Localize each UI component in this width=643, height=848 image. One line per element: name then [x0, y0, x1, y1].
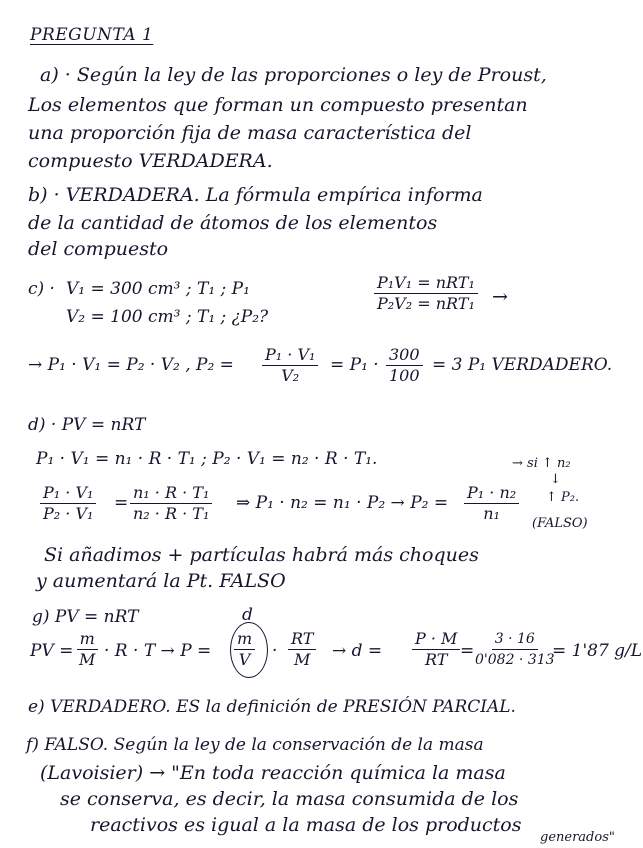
answer-a-line-4: compuesto VERDADERA.	[28, 150, 273, 172]
answer-d-note-2: ↓	[550, 472, 561, 487]
fraction-numerator: P₁V₁ = nRT₁	[374, 274, 478, 294]
answer-g-density-fraction	[234, 630, 255, 669]
answer-b-line-1: b) · VERDADERA. La fórmula empírica informa	[28, 184, 483, 206]
answer-d-note-3: ↑ P₂.	[546, 490, 580, 505]
density-mark: d	[242, 605, 253, 625]
fraction-denominator: P₂ · V₁	[43, 504, 94, 523]
answer-c-line-3b: = P₁ ·	[330, 355, 379, 375]
fraction-denominator: V₂	[281, 366, 300, 385]
answer-f-line-4: reactivos es igual a la masa de los productos	[90, 814, 522, 836]
answer-b-line-3: del compuesto	[28, 238, 169, 260]
fraction-numerator: P₁ · n₂	[464, 484, 519, 504]
answer-g-density-formula	[412, 630, 460, 669]
fraction-denominator: M	[294, 650, 311, 669]
answer-d-note-1: → si ↑ n₂	[512, 456, 571, 471]
answer-c-p2-fraction	[262, 346, 318, 385]
fraction-denominator: P₂V₂ = nRT₁	[377, 294, 475, 313]
answer-c-label: c) ·	[28, 279, 55, 299]
answer-d-moles-ratio	[130, 484, 212, 523]
answer-g-line-2c: → d =	[332, 641, 383, 661]
answer-d-pressure-ratio	[40, 484, 96, 523]
fraction-denominator: n₁	[483, 504, 500, 523]
answer-c-ideal-gas-fraction	[374, 274, 478, 313]
answer-c-volume-ratio	[386, 346, 423, 385]
fraction-denominator: 100	[389, 366, 420, 385]
answer-b-line-2: de la cantidad de átomos de los elementos	[28, 212, 438, 234]
answer-d-p2-fraction	[464, 484, 519, 523]
answer-g-label: g) PV = nRT	[32, 607, 139, 627]
fraction-numerator: P₁ · V₁	[40, 484, 96, 504]
answer-g-moles-fraction	[76, 630, 98, 669]
answer-g-numeric-fraction	[472, 630, 558, 669]
answer-d-middle: ⇒ P₁ · n₂ = n₁ · P₂ → P₂ =	[236, 493, 449, 513]
fraction-numerator: m	[77, 630, 98, 650]
answer-g-line-2b: · R · T → P =	[104, 641, 212, 661]
answer-a-line-3: una proporción fija de masa característica del	[28, 122, 472, 144]
page-title: PREGUNTA 1	[30, 25, 154, 45]
fraction-denominator: n₂ · R · T₁	[133, 504, 210, 523]
answer-a-line-2: Los elementos que forman un compuesto presentan	[28, 94, 528, 116]
answer-f-line-2: (Lavoisier) → "En toda reacción química la masa	[40, 762, 506, 784]
fraction-numerator: 300	[386, 346, 423, 366]
fraction-numerator: P₁ · V₁	[262, 346, 318, 366]
answer-f-line-1: f) FALSO. Según la ley de la conservación de la masa	[26, 735, 484, 755]
answer-c-line-3a: → P₁ · V₁ = P₂ · V₂ , P₂ =	[28, 355, 234, 375]
answer-g-line-2a: PV =	[30, 641, 74, 661]
fraction-denominator: RT	[424, 650, 448, 669]
answer-d-line-5: y aumentará la Pt. FALSO	[36, 570, 286, 592]
fraction-denominator: 0'082 · 313	[475, 652, 555, 668]
answer-d-label: d) · PV = nRT	[28, 415, 146, 435]
equals-sign: =	[460, 641, 475, 661]
arrow-symbol: →	[492, 286, 508, 308]
answer-f-last-word: generados"	[540, 830, 615, 845]
fraction-numerator: RT	[288, 630, 316, 650]
answer-g-result: = 1'87 g/L	[552, 641, 643, 661]
fraction-denominator: V	[238, 650, 251, 669]
answer-d-note-4: (FALSO)	[532, 516, 588, 531]
answer-d-line-2: P₁ · V₁ = n₁ · R · T₁ ; P₂ · V₁ = n₂ · R · T₁.	[36, 449, 378, 469]
dot-symbol: ·	[272, 641, 278, 661]
answer-e-line: e) VERDADERO. ES la definición de PRESIÓN PARCIAL.	[28, 697, 516, 717]
fraction-numerator: 3 · 16	[492, 630, 538, 650]
answer-c-line-1: V₁ = 300 cm³ ; T₁ ; P₁	[66, 279, 250, 299]
answer-c-line-2: V₂ = 100 cm³ ; T₁ ; ¿P₂?	[66, 307, 269, 327]
fraction-numerator: m	[234, 630, 255, 650]
answer-c-line-3c: = 3 P₁ VERDADERO.	[432, 355, 613, 375]
answer-f-line-3: se conserva, es decir, la masa consumida de los	[60, 788, 519, 810]
fraction-numerator: P · M	[412, 630, 460, 650]
answer-d-line-4: Si añadimos + partículas habrá más choques	[44, 544, 479, 566]
answer-a-line-1: a) · Según la ley de las proporciones o ley de Proust,	[40, 64, 547, 86]
fraction-denominator: M	[79, 650, 96, 669]
equals-sign: =	[114, 493, 129, 513]
answer-g-rt-fraction	[288, 630, 316, 669]
fraction-numerator: n₁ · R · T₁	[130, 484, 212, 504]
